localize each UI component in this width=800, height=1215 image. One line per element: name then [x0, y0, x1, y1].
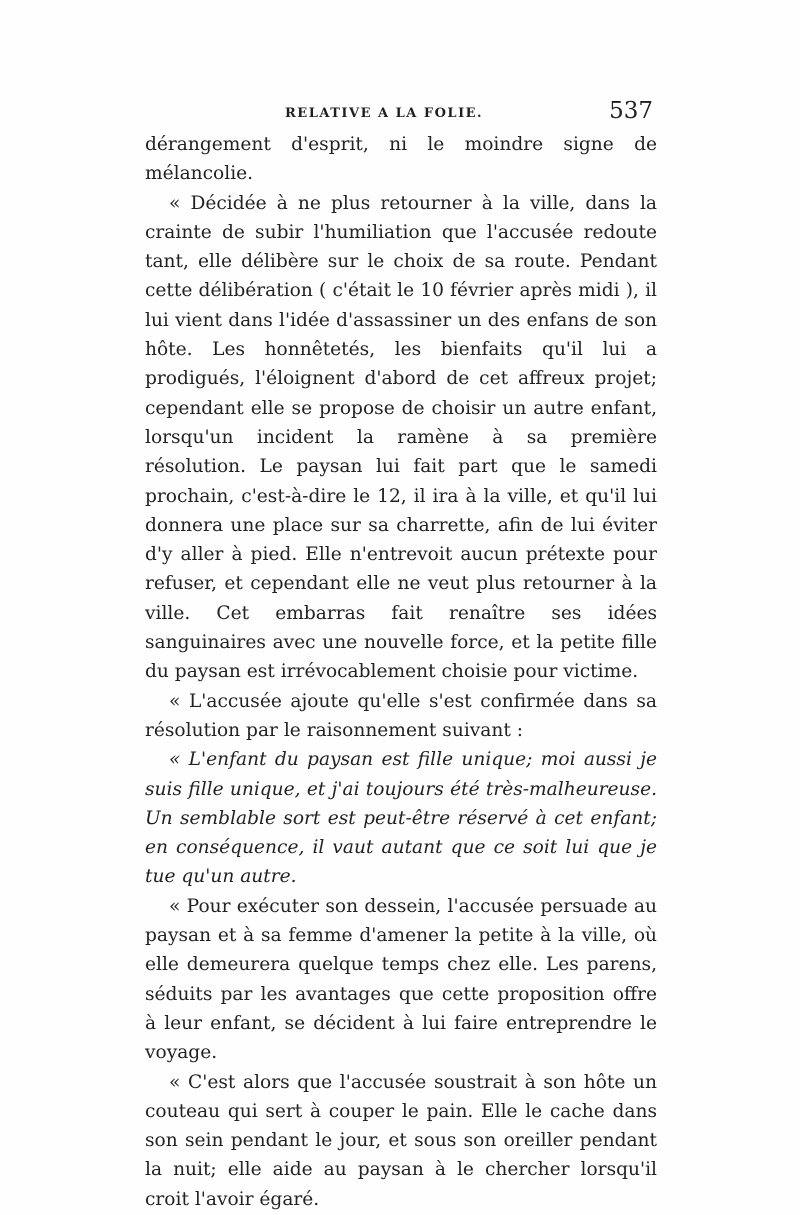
- paragraph: « C'est alors que l'accusée soustrait à son hôte un couteau qui sert à couper le pain. Elle le cache dans son sein pendant le jour, et sous son oreiller pendant la nuit; elle aide au paysan à le chercher lorsqu'il croit l'avoir égaré.: [145, 1071, 657, 1210]
- quoted-reasoning: « L'enfant du paysan est fille unique; moi aussi je suis fille unique, et j'ai toujours été très-malheureuse. Un semblable sort est peut-être réservé à cet enfant; en conséquence, il vaut autant que ce soit lui que je tue qu'un autre.: [145, 749, 657, 888]
- body-text: [145, 130, 657, 1214]
- paragraph: « Pour exécuter son dessein, l'accusée persuade au paysan et à sa femme d'amener la petite à la ville, où elle demeurera quelque temps chez elle. Les parens, séduits par les avantages que cette proposition offre à leur enfant, se décident à lui faire entreprendre le voyage.: [145, 895, 657, 1064]
- page-header: [145, 98, 655, 128]
- paragraph: « L'accusée ajoute qu'elle s'est confirmée dans sa résolution par le raisonnement suivant :: [145, 690, 657, 741]
- page-number: 537: [609, 98, 653, 124]
- paragraph-continuation: dérangement d'esprit, ni le moindre signe de mélancolie.: [145, 134, 657, 185]
- paragraph: « Décidée à ne plus retourner à la ville, dans la crainte de subir l'humiliation que l'accusée redoute tant, elle délibère sur le choix de sa route. Pendant cette délibération ( c'était le 10 février après midi ), il lui vient dans l'idée d'assassiner un des enfans de son hôte. Les honnêtetés, les bienfaits qu'il lui a prodigués, l'éloignent d'abord de cet affreux projet; cependant elle se propose de choisir un autre enfant, lorsqu'un incident la ramène à sa première résolution. Le paysan lui fait part que le samedi prochain, c'est-à-dire le 12, il ira à la ville, et qu'il lui donnera une place sur sa charrette, afin de lui éviter d'y aller à pied. Elle n'entrevoit aucun prétexte pour refuser, et cependant elle ne veut plus retourner à la ville. Cet embarras fait renaître ses idées sanguinaires avec une nouvelle force, et la petite fille du paysan est irrévocablement choisie pour victime.: [145, 192, 657, 683]
- running-head: RELATIVE A LA FOLIE.: [285, 106, 484, 121]
